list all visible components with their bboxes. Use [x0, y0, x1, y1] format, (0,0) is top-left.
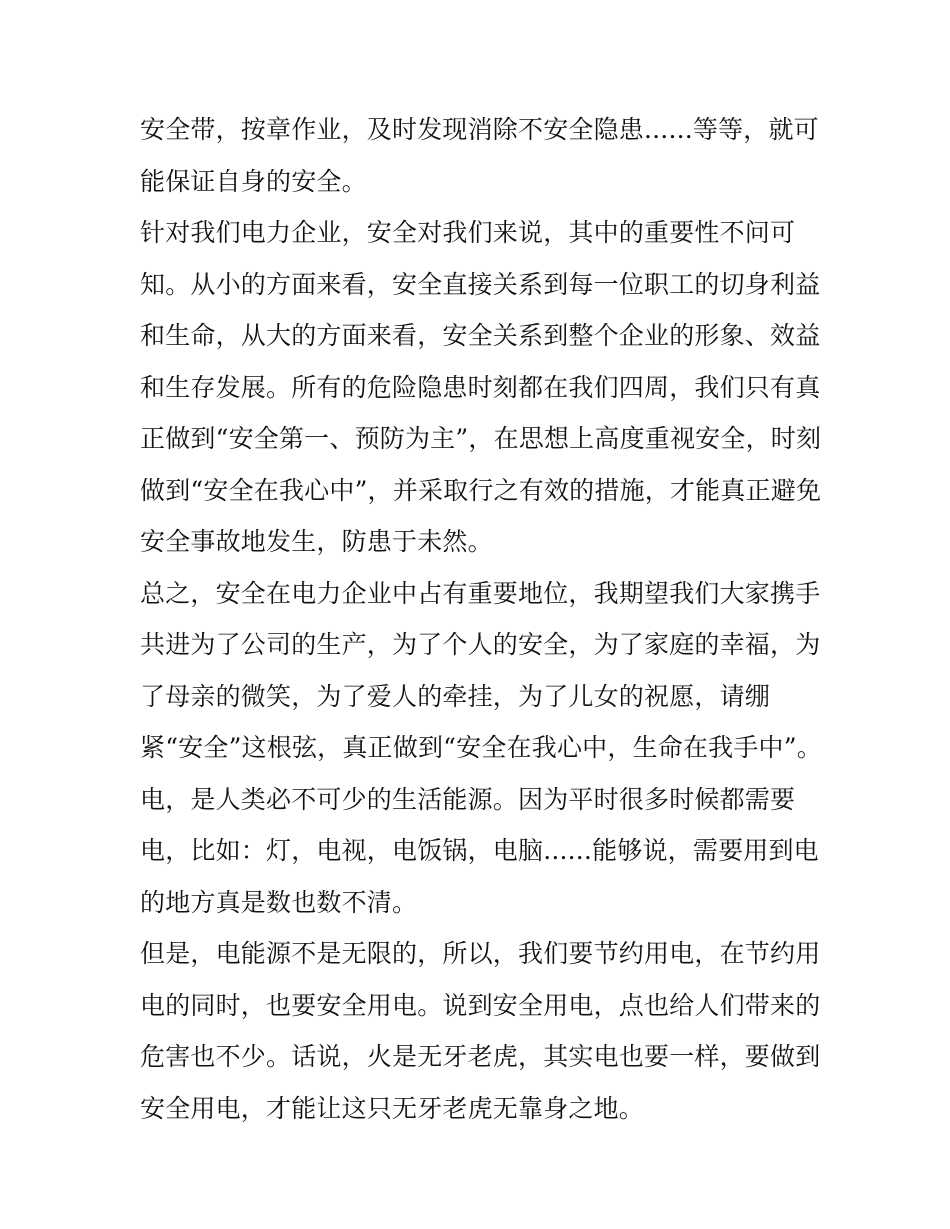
- text-line: 电的同时，也要安全用电。说到安全用电，点也给人们带来的: [140, 990, 821, 1020]
- text-line: 和生存发展。所有的危险隐患时刻都在我们四周，我们只有真: [140, 372, 821, 402]
- text-line: 危害也不少。话说，火是无牙老虎，其实电也要一样，要做到: [140, 1042, 821, 1071]
- body-text: [140, 104, 820, 1134]
- text-line: 总之，安全在电力企业中占有重要地位，我期望我们大家携手: [140, 578, 821, 608]
- text-line: 安全事故地发生，防患于未然。: [140, 527, 493, 556]
- text-line: 电，是人类必不可少的生活能源。因为平时很多时候都需要: [140, 784, 796, 814]
- text-line: 知。从小的方面来看，安全直接关系到每一位职工的切身利益: [140, 269, 821, 299]
- text-line: 正做到“安全第一、预防为主”，在思想上高度重视安全，时刻: [140, 424, 822, 453]
- text-line: 电，比如：灯，电视，电饭锅，电脑......能够说，需要用到电: [140, 836, 819, 865]
- text-line: 了母亲的微笑，为了爱人的牵挂，为了儿女的祝愿，请绷: [140, 681, 771, 711]
- text-line: 共进为了公司的生产，为了个人的安全，为了家庭的幸福，为: [140, 630, 821, 659]
- text-line: 安全用电，才能让这只无牙老虎无靠身之地。: [140, 1093, 645, 1123]
- text-line: 针对我们电力企业，安全对我们来说，其中的重要性不问可: [140, 218, 796, 247]
- text-line: 能保证自身的安全。: [140, 166, 367, 196]
- text-line: 安全带，按章作业，及时发现消除不安全隐患......等等，就可: [140, 115, 819, 144]
- text-line: 和生命，从大的方面来看，安全关系到整个企业的形象、效益: [140, 321, 821, 350]
- text-line: 但是，电能源不是无限的，所以，我们要节约用电，在节约用: [140, 939, 821, 968]
- text-line: 做到“安全在我心中”，并采取行之有效的措施，才能真正避免: [140, 475, 822, 505]
- text-line: 紧“安全”这根弦，真正做到“安全在我心中，生命在我手中”。: [140, 733, 822, 762]
- text-line: 的地方真是数也数不清。: [140, 887, 418, 917]
